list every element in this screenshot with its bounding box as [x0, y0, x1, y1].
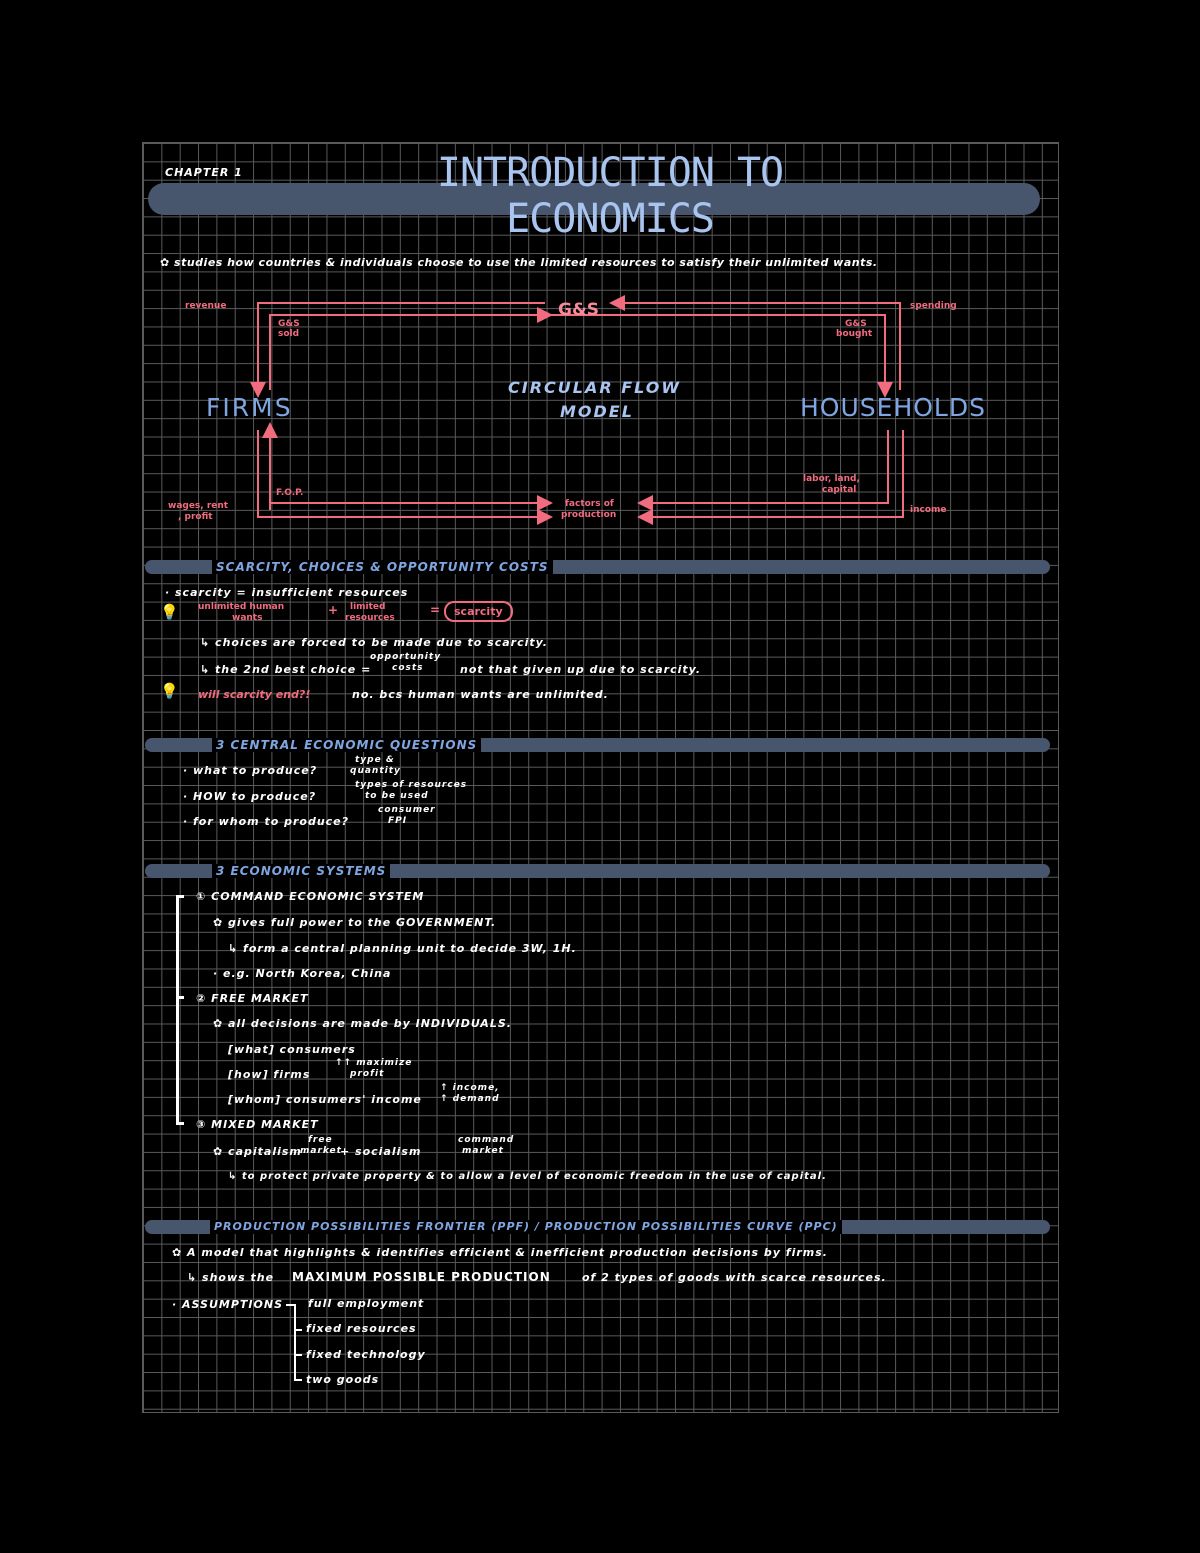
free-market-c: [how] firms	[228, 1068, 311, 1081]
mixed-market-b: ↳ to protect private property & to allow a level of economic freedom in the use of capital.	[228, 1171, 827, 1182]
q1-note-2: quantity	[350, 766, 401, 776]
section2-heading: 3 CENTRAL ECONOMIC QUESTIONS	[212, 738, 481, 752]
fop-bottom-label-1: factors of	[565, 499, 614, 509]
gs-bought-label-1: G&S	[845, 319, 867, 329]
ppf-shows-pre: ↳ shows the	[187, 1271, 275, 1284]
question-whom: · for whom to produce?	[183, 815, 350, 828]
assumption-1: full employment	[308, 1297, 425, 1310]
free-market-b: [what] consumers	[228, 1043, 356, 1056]
mixed-market-a1: ✿ capitalism	[213, 1145, 302, 1158]
scarcity-definition: · scarcity = insufficient resources	[165, 586, 409, 599]
equals-sign: =	[430, 603, 441, 617]
q1-note-1: type &	[355, 755, 395, 765]
mixed-b-note-2: market	[462, 1146, 504, 1156]
assumption-tick	[294, 1379, 302, 1381]
question-what: · what to produce?	[183, 764, 318, 777]
chapter-label: CHAPTER 1	[165, 166, 243, 179]
circular-flow-arrows	[0, 0, 1200, 560]
mixed-market-title: ③ MIXED MARKET	[196, 1118, 319, 1131]
wages-label-1: wages, rent	[168, 501, 229, 511]
assumptions-label: · ASSUMPTIONS	[172, 1298, 283, 1311]
second-best-a: ↳ the 2nd best choice =	[200, 663, 372, 676]
bracket-tick	[176, 996, 184, 999]
mixed-market-a2: + socialism	[340, 1145, 422, 1158]
command-a: ✿ gives full power to the GOVERNMENT.	[213, 916, 497, 929]
q2-note-1: types of resources	[355, 780, 468, 790]
labor-label-2: capital	[822, 485, 857, 495]
section3-heading: 3 ECONOMIC SYSTEMS	[212, 864, 390, 878]
firms-label: FIRMS	[206, 393, 293, 422]
systems-bracket	[176, 895, 179, 1125]
q2-note-2: to be used	[365, 791, 429, 801]
ppf-description: ✿ A model that highlights & identifies efficient & inefficient production decisions by firms.	[172, 1246, 828, 1259]
bracket-tick	[176, 895, 184, 898]
section1-heading: SCARCITY, CHOICES & OPPORTUNITY COSTS	[212, 560, 553, 574]
title-line2: ECONOMICS	[506, 196, 714, 242]
spending-label: spending	[910, 301, 957, 311]
gs-top-label: G&S	[558, 300, 600, 320]
command-system-title: ① COMMAND ECONOMIC SYSTEM	[196, 890, 425, 903]
fop-bottom-label-2: production	[561, 510, 617, 520]
bracket-tick	[176, 1122, 184, 1125]
unlimited-wants-2: wants	[232, 613, 263, 623]
scarcity-badge: scarcity	[444, 601, 513, 622]
arrow-revenue	[258, 303, 545, 390]
command-b: ↳ form a central planning unit to decide 3W, 1H.	[228, 942, 577, 955]
unlimited-wants-1: unlimited human	[198, 602, 285, 612]
plus-sign: +	[328, 603, 339, 617]
labor-label-1: labor, land,	[803, 474, 860, 484]
fop-label: F.O.P.	[276, 488, 304, 498]
assumptions-bracket	[294, 1304, 296, 1380]
mixed-b-note-1: command	[458, 1135, 515, 1145]
free-market-d-note-2: ↑ demand	[440, 1094, 500, 1104]
will-scarcity-end: will scarcity end?!	[198, 688, 311, 701]
title-line1: INTRODUCTION TO	[436, 150, 784, 196]
limited-resources-1: limited	[350, 602, 386, 612]
income-label: income	[910, 505, 947, 515]
revenue-label: revenue	[185, 301, 227, 311]
free-market-c-note-2: profit	[350, 1069, 385, 1079]
assumption-4: two goods	[306, 1373, 380, 1386]
flow-model-title-2: MODEL	[560, 402, 634, 421]
assumption-tick	[294, 1354, 302, 1356]
q3-note-1: consumer	[378, 805, 436, 815]
command-c: · e.g. North Korea, China	[213, 967, 392, 980]
ppf-shows-post: of 2 types of goods with scarce resources.	[582, 1271, 887, 1284]
ppf-shows-caps: MAXIMUM POSSIBLE PRODUCTION	[292, 1270, 551, 1284]
opportunity-label-2: costs	[392, 663, 424, 673]
wages-label-2: , profit	[178, 512, 213, 522]
mixed-a-note-2: market	[300, 1146, 342, 1156]
intro-text: ✿ studies how countries & individuals choose to use the limited resources to satisfy their unlimited wants.	[160, 256, 878, 269]
assumption-tick	[294, 1329, 302, 1331]
lightbulb-icon: 💡	[160, 603, 179, 621]
arrow-gs-sold	[270, 315, 545, 390]
free-market-d: [whom] consumers' income	[228, 1093, 422, 1106]
section4-heading: PRODUCTION POSSIBILITIES FRONTIER (PPF) / PRODUCTION POSSIBILITIES CURVE (PPC)	[210, 1220, 842, 1234]
arrow-spending	[617, 303, 900, 390]
households-label: HOUSEHOLDS	[800, 393, 986, 422]
gs-sold-label-2: sold	[278, 329, 300, 339]
mixed-a-note-1: free	[308, 1135, 333, 1145]
lightbulb-icon: 💡	[160, 682, 179, 700]
q3-note-2: FPI	[388, 816, 408, 826]
choices-forced: ↳ choices are forced to be made due to scarcity.	[200, 636, 548, 649]
limited-resources-2: resources	[345, 613, 395, 623]
free-market-d-note-1: ↑ income,	[440, 1083, 500, 1093]
scarcity-answer: no. bcs human wants are unlimited.	[352, 688, 609, 701]
free-market-c-note-1: ↑↑ maximize	[335, 1058, 413, 1068]
free-market-title: ② FREE MARKET	[196, 992, 309, 1005]
gs-bought-label-2: bought	[836, 329, 873, 339]
opportunity-label-1: opportunity	[370, 652, 442, 662]
gs-sold-label-1: G&S	[278, 319, 300, 329]
assumption-tick	[286, 1304, 294, 1306]
flow-model-title-1: CIRCULAR FLOW	[508, 378, 682, 397]
assumption-2: fixed resources	[306, 1322, 417, 1335]
second-best-b: not that given up due to scarcity.	[460, 663, 701, 676]
assumption-3: fixed technology	[306, 1348, 426, 1361]
question-how: · HOW to produce?	[183, 790, 317, 803]
free-market-a: ✿ all decisions are made by INDIVIDUALS.	[213, 1017, 512, 1030]
